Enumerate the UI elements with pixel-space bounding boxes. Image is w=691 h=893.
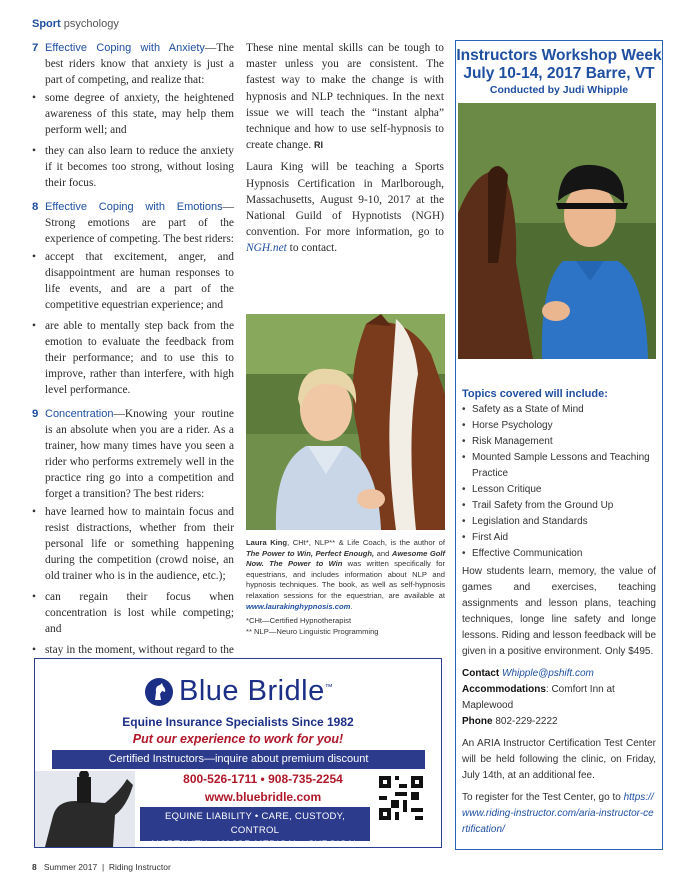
ngh-link[interactable]: NGH.net: [246, 242, 287, 255]
list-item: • Safety as a State of Mind: [462, 402, 656, 418]
accommodations-line: Accommodations: Comfort Inn at Maplewood: [462, 684, 615, 711]
contact-email-link[interactable]: Whipple@pshift.com: [502, 668, 594, 679]
workshop-sidebar: [455, 40, 663, 850]
workshop-details: [462, 386, 656, 844]
ad-banner: Certified Instructors—inquire about premium discount: [52, 750, 425, 769]
list-item: • stay in the moment, without regard to the: [32, 642, 234, 674]
ad-brand: Blue Bridle™: [179, 675, 334, 707]
register-line: To register for the Test Center, go to https://www.riding-instructor.com/aria-instructor-certification/: [462, 792, 654, 835]
event-paragraph: Laura King will be teaching a Sports Hypnosis Certification in Marlborough, Massachusetts, August 9-10, 2017 at the National Guild of Hypnotists (NGH) convention. For more information, go to NGH.net to contact.: [246, 161, 444, 255]
list-item: • accept that excitement, anger, and disappointment are human responses to life events, and are a part of the competitive equestrian experience; and: [32, 249, 234, 313]
skill-heading: Effective Coping with Anxiety: [45, 42, 205, 54]
blue-bridle-ad[interactable]: [34, 658, 442, 848]
list-item: • First Aid: [462, 530, 656, 546]
ad-phone-numbers[interactable]: 800-526-1711 • 908-735-2254: [183, 772, 343, 786]
skill-item-9: 9 Concentration—Knowing your routine is an absolute when you are a rider. As a trainer, how many times have you seen a rider who performs extremely well in the practice ring go into a competition and forget a transition? The best riders:: [32, 408, 234, 500]
ad-slogan: Put our experience to work for you!: [132, 732, 344, 746]
instructor-photo: [458, 103, 656, 359]
horse-head-icon: [145, 678, 173, 706]
skill-bullets: [32, 504, 234, 674]
list-item: • Legislation and Standards: [462, 514, 656, 530]
list-item: • Trail Safety from the Ground Up: [462, 498, 656, 514]
skill-bullets: [32, 90, 234, 191]
section-label: Sport psychology: [32, 18, 119, 30]
ad-website-link[interactable]: www.bluebridle.com: [204, 790, 322, 804]
photo-caption: Laura King, CHt*, NLP** & Life Coach, is the author of The Power to Win, Perfect Enough, and Awesome Golf Now. The Power to Win was written specifically for equestrians, and includes information about NLP and hypnosis techniques. The book, as well as self-hypnosis relaxation sessions for the equestrian, are available at www.laurakinghypnosis.com. *CHt—Certified Hypnotherapist ** NLP—Neuro Linguistic Programming: [246, 538, 445, 636]
footnote-nlp: ** NLP—Neuro Linguistic Programming: [246, 626, 379, 636]
list-item: • have learned how to maintain focus and resist distractions, whether from their personal life or something happening during the competition (crowd noise, an old trainer who is in the audience, etc.);: [32, 504, 234, 584]
list-item: • Risk Management: [462, 434, 656, 450]
register-link[interactable]: https://www.riding-instructor.com/aria-instructor-certification/: [462, 792, 654, 835]
skill-item-7: 7 Effective Coping with Anxiety—The best riders know that anxiety is just a part of competing, and realize that:: [32, 42, 234, 86]
workshop-subtitle: Conducted by Judi Whipple: [489, 84, 629, 96]
list-item: • are able to mentally step back from the emotion to evaluate the feedback from their performance; and to use this to improve, rather than interfere, with high level performance.: [32, 318, 234, 398]
skill-item-8: 8 Effective Coping with Emotions—Strong emotions are part of the experience of competing. The best riders:: [32, 201, 234, 245]
qr-code-icon[interactable]: [379, 776, 423, 820]
list-item: • they can also learn to reduce the anxiety if it becomes too strong, without losing their focus.: [32, 143, 234, 191]
ad-logo: [145, 675, 333, 708]
list-item: • can regain their focus when concentration is lost while competing; and: [32, 589, 234, 637]
workshop-description: How students learn, memory, the value of games and exercises, teaching assignments and lesson plans, teaching techniques, longe line safety and longe lessons. Riding and lesson feedback will be given in a positive environment. Only $495.: [462, 566, 656, 657]
list-item: • Lesson Critique: [462, 482, 656, 498]
list-item: • Mounted Sample Lessons and Teaching Practice: [462, 450, 656, 482]
author-website-link[interactable]: www.laurakinghypnosis.com: [246, 601, 351, 611]
workshop-title: Instructors Workshop Week July 10-14, 2017 Barre, VT: [456, 47, 662, 82]
ad-tagline: Equine Insurance Specialists Since 1982: [122, 715, 354, 729]
list-item: • Effective Communication: [462, 546, 656, 562]
list-item: • Horse Psychology: [462, 418, 656, 434]
dressage-photo: [35, 771, 135, 847]
topics-list: [462, 402, 656, 562]
contact-line: Contact Whipple@pshift.com: [462, 668, 594, 679]
author-photo: [246, 314, 445, 530]
phone-line: Phone 802-229-2222: [462, 716, 558, 727]
ad-services: EQUINE LIABILITY • CARE, CUSTODY, CONTROL MORTALITY • MAJOR MEDICAL • SURGICAL: [140, 807, 370, 841]
article-column-2: [246, 40, 444, 263]
aria-test-center-note: An ARIA Instructor Certification Test Center will be held following the clinic, on Friday, July 14th, at an additional fee.: [462, 738, 656, 781]
page-footer: 8 Summer 2017 | Riding Instructor: [32, 862, 171, 872]
skill-bullets: [32, 249, 234, 398]
skill-heading: Effective Coping with Emotions: [45, 201, 223, 213]
topics-heading: Topics covered will include:: [462, 388, 608, 400]
footnote-cht: *CHt—Certified Hypnotherapist: [246, 616, 352, 626]
article-column-1: [32, 40, 234, 682]
page-number: 8: [32, 862, 37, 872]
end-mark: RI: [314, 140, 323, 151]
conclusion-paragraph: These nine mental skills can be tough to master unless you are consistent. The fastest way to make the change is with hypnosis and NLP techniques. In the next issue we will teach the “instant alpha” technique and how to use self-hypnosis to create change. RI: [246, 42, 444, 152]
skill-heading: Concentration: [45, 408, 114, 420]
list-item: • some degree of anxiety, the heightened awareness of this state, may help them perform well; and: [32, 90, 234, 138]
